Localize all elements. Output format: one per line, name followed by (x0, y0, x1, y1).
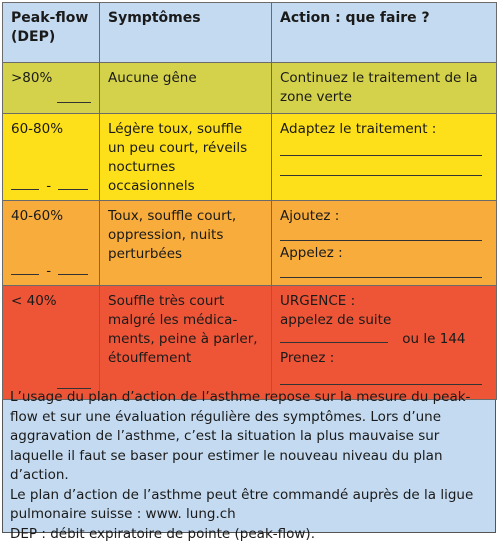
action-plan-table (2, 2, 497, 400)
info-paragraph-usage: L’usage du plan d’action de l’asthme repose sur la mesure du peak-flow et sur une évaluation régulière des symptômes. Lors d’une aggravation de l’asthme, c’est la situation la plus mauvaise sur laquelle il faut se baser pour estimer le nouveau niveau du plan d’action. (10, 388, 488, 486)
zone-orange-max-blank[interactable] (58, 262, 88, 275)
zone-yellow-symptoms: Légère toux, souffle un peu court, réveils nocturnes occasionnels (100, 114, 272, 201)
zone-yellow-treatment-line-1[interactable] (280, 141, 482, 156)
zone-green-symptoms: Aucune gêne (100, 63, 272, 114)
zone-yellow-action-cell (272, 114, 497, 201)
zone-red-take-line[interactable] (280, 370, 482, 385)
zone-red-level-cell (3, 286, 100, 400)
zone-red-action-cell (272, 286, 497, 400)
zone-row-yellow (3, 114, 497, 201)
zone-orange-action-cell (272, 201, 497, 286)
zone-yellow-max-blank[interactable] (58, 177, 88, 190)
zone-orange-symptoms: Toux, souffle court, oppression, nuits perturbées (100, 201, 272, 286)
zone-green-level-cell (3, 63, 100, 114)
zone-yellow-min-blank[interactable] (11, 177, 39, 190)
zone-red-urgency-title: URGENCE : (280, 292, 488, 311)
info-paragraph-definition: DEP : débit expiratoire de pointe (peak-flow). (10, 525, 488, 544)
zone-orange-call-line[interactable] (280, 263, 482, 278)
zone-yellow-treatment-line-2[interactable] (280, 161, 482, 176)
zone-orange-level: 40-60% (11, 207, 91, 226)
zone-orange-min-blank[interactable] (11, 262, 39, 275)
info-paragraph-order: Le plan d’action de l’asthme peut être commandé auprès de la ligue pulmonaire suisse : www. lung.ch (10, 486, 488, 525)
zone-yellow-level: 60-80% (11, 120, 91, 139)
info-notes (10, 388, 488, 544)
zone-row-red (3, 286, 497, 400)
zone-orange-add-label: Ajoutez : (280, 207, 488, 226)
header-peak-flow: Peak-flow (DEP) (3, 3, 100, 63)
zone-orange-level-cell (3, 201, 100, 286)
zone-row-orange (3, 201, 497, 286)
zone-yellow-range-separator: - (46, 178, 51, 194)
zone-red-take-label: Prenez : (280, 349, 488, 368)
zone-yellow-action: Adaptez le traitement : (280, 120, 488, 139)
header-symptoms: Symptômes (100, 3, 272, 63)
zone-green-action: Continuez le traitement de la zone verte (272, 63, 497, 114)
zone-red-call-label: appelez de suite (280, 311, 488, 330)
zone-green-level: >80% (11, 69, 91, 88)
zone-red-phone-blank[interactable] (280, 330, 388, 343)
table-header-row (3, 3, 497, 63)
zone-yellow-level-cell (3, 114, 100, 201)
header-action: Action : que faire ? (272, 3, 497, 63)
zone-orange-range-separator: - (46, 263, 51, 279)
zone-red-symptoms: Souffle très court malgré les médica-ments, peine à parler, étouffement (100, 286, 272, 400)
zone-orange-call-label: Appelez : (280, 244, 488, 263)
zone-red-level: < 40% (11, 292, 91, 311)
zone-green-value-blank[interactable] (57, 90, 91, 103)
zone-row-green (3, 63, 497, 114)
zone-orange-add-line[interactable] (280, 226, 482, 241)
zone-red-emergency-number: ou le 144 (402, 331, 465, 347)
